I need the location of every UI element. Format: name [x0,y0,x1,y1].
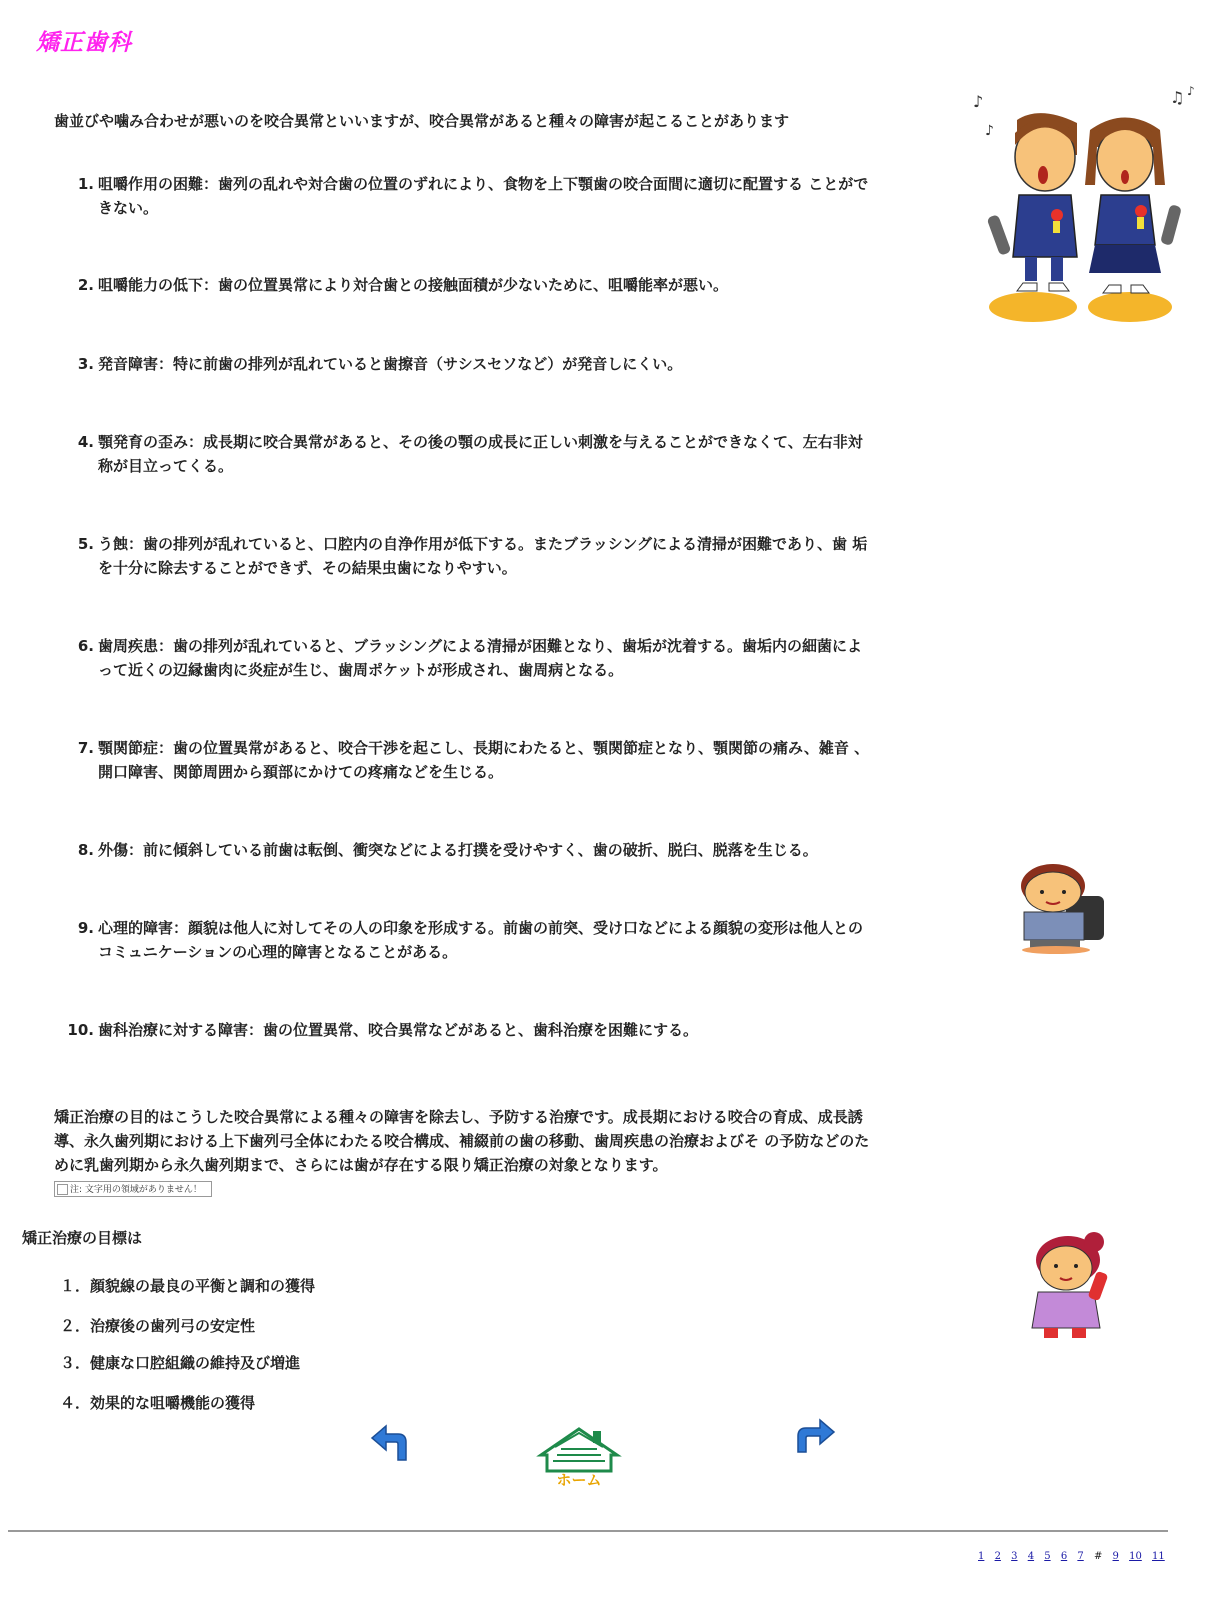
list-item: 2. 咀嚼能力の低下：歯の位置異常により対合歯との接触面積が少ないために、咀嚼能率が悪い。 [77,276,729,294]
page-link[interactable]: 11 [1152,1551,1165,1562]
broken-image-icon [57,1184,68,1195]
purpose-text: 矯正治療の目的はこうした咬合異常による種々の障害を除去し、予防する治療です。成長期における咬合の育成、成長誘導、永久歯列期における上下歯列弓全体にわたる咬合構成、補綴前の歯の移動、歯周疾患の治療およびそ の予防などのために乳歯列期から永久歯列期まで、さらには歯が存在する限り矯正治療の対象となります。 [54,1108,870,1174]
girl-waving-illustration [1022,1232,1114,1342]
list-item: 7. 顎関節症：歯の位置異常があると、咬合干渉を起こし、長期にわたると、顎関節症となり、顎関節の痛み、雑音 、開口障害、関節周囲から頚部にかけての疼痛などを生じる。 [77,739,870,781]
page-link[interactable]: 9 [1112,1551,1119,1562]
list-item: 5. う蝕：歯の排列が乱れていると、口腔内の自浄作用が低下する。またブラッシングによる清掃が困難であり、歯 垢を十分に除去することができず、その結果虫歯になりやすい。 [77,535,868,577]
svg-text:♪: ♪ [973,92,984,111]
page-link[interactable]: 4 [1027,1551,1035,1562]
list-item: １．顔貌線の最良の平衡と調和の獲得 [60,1277,316,1295]
forward-arrow-icon[interactable] [792,1418,836,1454]
home-label: ホーム [556,1471,602,1487]
list-item: 10. 歯科治療に対する障害：歯の位置異常、咬合異常などがあると、歯科治療を困難にする。 [67,1021,699,1039]
list-item: 6. 歯周疾患：歯の排列が乱れていると、ブラッシングによる清掃が困難となり、歯垢が沈着する。歯垢内の細菌によって近くの辺縁歯肉に炎症が生じ、歯周ポケットが形成され、歯周病となる。 [77,637,863,679]
svg-text:♪: ♪ [985,123,994,139]
home-button[interactable] [535,1425,623,1487]
intro-text: 歯並びや噛み合わせが悪いのを咬合異常といいますが、咬合異常があると種々の障害が起こることがあります [54,112,790,130]
house-icon [535,1425,623,1487]
page-link[interactable]: 1 [978,1551,985,1562]
page-title: 矯正歯科 [36,30,132,56]
back-arrow-icon[interactable] [370,1424,414,1462]
pagination [978,1551,1172,1562]
svg-text:♫: ♫ [1170,88,1185,107]
list-item: 8. 外傷：前に傾斜している前歯は転倒、衝突などによる打撲を受けやすく、歯の破折、脱臼、脱落を生じる。 [77,841,818,859]
current-page-marker: # [1093,1551,1103,1562]
list-item: 9. 心理的障害：顔貌は他人に対してその人の印象を形成する。前歯の前突、受け口などによる顔貌の変形は他人とのコミュニケーションの心理的障害となることがある。 [77,919,864,961]
divider [8,1530,1168,1532]
page-link[interactable]: 6 [1060,1551,1068,1562]
page-link[interactable]: 10 [1129,1551,1142,1562]
list-item: 1. 咀嚼作用の困難：歯列の乱れや対合歯の位置のずれにより、食物を上下顎歯の咬合面間に適切に配置する ことができない。 [77,175,869,217]
boy-with-backpack-illustration [1008,862,1108,954]
list-item: 4. 顎発育の歪み：成長期に咬合異常があると、その後の顎の成長に正しい刺激を与えることができなくて、左右非対称が目立ってくる。 [77,433,863,475]
page-link[interactable]: 3 [1011,1551,1018,1562]
singing-children-illustration [965,85,1205,330]
missing-image-placeholder: 注: 文字用の領域がありません！ [54,1181,212,1197]
list-item: ３．健康な口腔組織の維持及び増進 [60,1354,301,1372]
goals-heading: 矯正治療の目標は [22,1229,143,1247]
page-link[interactable]: 5 [1044,1551,1051,1562]
list-item: ２．治療後の歯列弓の安定性 [60,1317,256,1335]
list-item: ４．効果的な咀嚼機能の獲得 [60,1394,256,1412]
page-link[interactable]: 7 [1077,1551,1084,1562]
svg-text:♪: ♪ [1187,85,1195,98]
page-link[interactable]: 2 [994,1551,1001,1562]
list-item: 3. 発音障害：特に前歯の排列が乱れていると歯擦音（サシスセソなど）が発音しにくい。 [77,355,683,373]
